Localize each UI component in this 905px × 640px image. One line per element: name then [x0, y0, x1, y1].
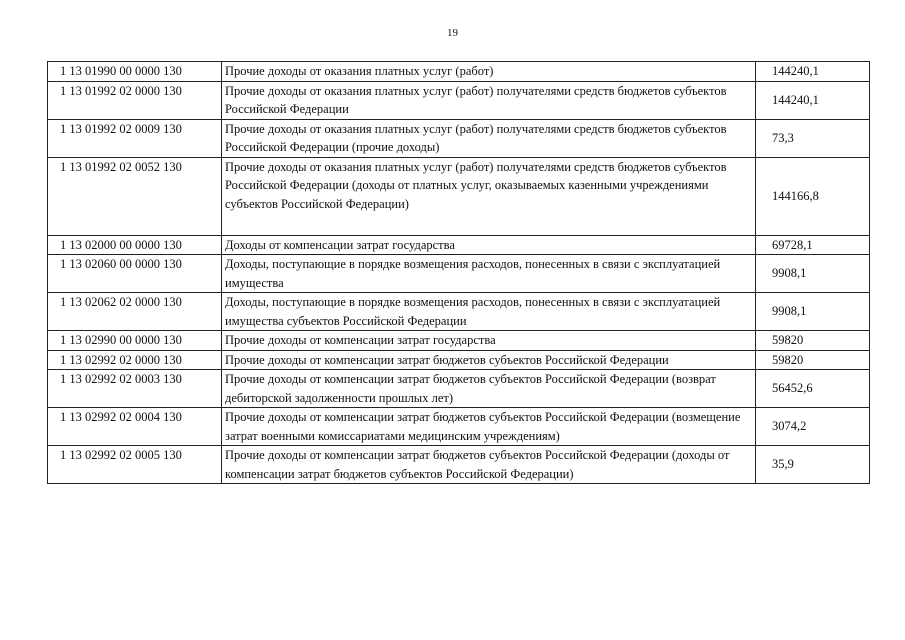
table-row — [48, 81, 870, 119]
revenue-amount: 144166,8 — [756, 157, 870, 235]
budget-code: 1 13 02992 02 0003 130 — [48, 370, 222, 408]
revenue-amount: 9908,1 — [756, 293, 870, 331]
budget-code: 1 13 02000 00 0000 130 — [48, 235, 222, 255]
revenue-amount: 3074,2 — [756, 408, 870, 446]
budget-code: 1 13 01992 02 0052 130 — [48, 157, 222, 235]
table-row — [48, 350, 870, 370]
table-row — [48, 370, 870, 408]
revenue-description: Прочие доходы от компенсации затрат бюджетов субъектов Российской Федерации (возмещение затрат военными комиссариатами медицинским учреждениям) — [222, 408, 756, 446]
revenue-amount: 73,3 — [756, 119, 870, 157]
revenue-amount: 59820 — [756, 331, 870, 351]
revenue-description: Прочие доходы от оказания платных услуг (работ) получателями средств бюджетов субъектов Российской Федерации (доходы от платных услуг, оказываемых казенными учреждениями субъектов Российской Федерации) — [222, 157, 756, 235]
revenue-amount: 144240,1 — [756, 81, 870, 119]
budget-code: 1 13 01992 02 0000 130 — [48, 81, 222, 119]
budget-code: 1 13 01990 00 0000 130 — [48, 62, 222, 82]
table-row — [48, 331, 870, 351]
table-row — [48, 157, 870, 235]
revenue-amount: 56452,6 — [756, 370, 870, 408]
budget-code: 1 13 02062 02 0000 130 — [48, 293, 222, 331]
revenue-table — [47, 61, 870, 484]
table-row — [48, 255, 870, 293]
budget-code: 1 13 02060 00 0000 130 — [48, 255, 222, 293]
table-row — [48, 408, 870, 446]
revenue-description: Прочие доходы от оказания платных услуг (работ) получателями средств бюджетов субъектов Российской Федерации — [222, 81, 756, 119]
revenue-amount: 9908,1 — [756, 255, 870, 293]
revenue-amount: 35,9 — [756, 446, 870, 484]
revenue-description: Доходы, поступающие в порядке возмещения расходов, понесенных в связи с эксплуатацией имущества субъектов Российской Федерации — [222, 293, 756, 331]
revenue-description: Прочие доходы от компенсации затрат бюджетов субъектов Российской Федерации (доходы от компенсации затрат бюджетов субъектов Российской Федерации) — [222, 446, 756, 484]
revenue-description: Прочие доходы от компенсации затрат бюджетов субъектов Российской Федерации (возврат дебиторской задолженности прошлых лет) — [222, 370, 756, 408]
table-row — [48, 235, 870, 255]
table-row — [48, 119, 870, 157]
revenue-description: Прочие доходы от оказания платных услуг (работ) получателями средств бюджетов субъектов Российской Федерации (прочие доходы) — [222, 119, 756, 157]
revenue-amount: 69728,1 — [756, 235, 870, 255]
revenue-description: Доходы от компенсации затрат государства — [222, 235, 756, 255]
page-number: 19 — [447, 27, 458, 39]
table-row — [48, 446, 870, 484]
revenue-amount: 144240,1 — [756, 62, 870, 82]
budget-code: 1 13 01992 02 0009 130 — [48, 119, 222, 157]
revenue-description: Доходы, поступающие в порядке возмещения расходов, понесенных в связи с эксплуатацией имущества — [222, 255, 756, 293]
table-row — [48, 293, 870, 331]
budget-code: 1 13 02992 02 0004 130 — [48, 408, 222, 446]
budget-code: 1 13 02990 00 0000 130 — [48, 331, 222, 351]
revenue-description: Прочие доходы от компенсации затрат государства — [222, 331, 756, 351]
revenue-description: Прочие доходы от оказания платных услуг (работ) — [222, 62, 756, 82]
table-row — [48, 62, 870, 82]
revenue-amount: 59820 — [756, 350, 870, 370]
budget-code: 1 13 02992 02 0005 130 — [48, 446, 222, 484]
budget-code: 1 13 02992 02 0000 130 — [48, 350, 222, 370]
revenue-description: Прочие доходы от компенсации затрат бюджетов субъектов Российской Федерации — [222, 350, 756, 370]
